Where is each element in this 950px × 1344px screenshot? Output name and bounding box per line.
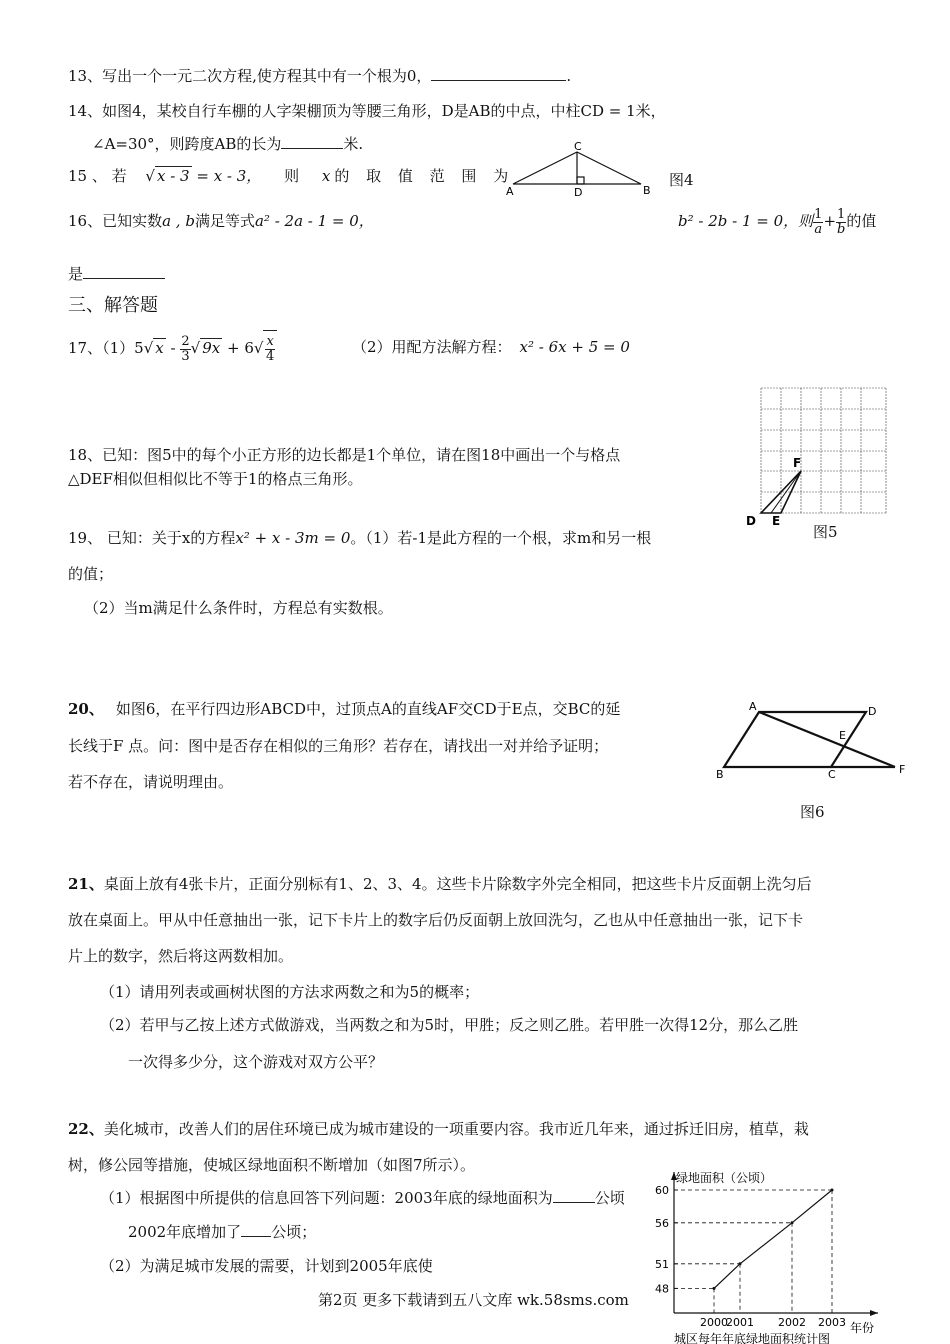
q15-prefix: 15 、 若 (68, 167, 127, 185)
q17-part2 (352, 337, 630, 357)
q15-eq: = x - 3， (196, 167, 262, 185)
q19-eq: x² + x - 3m = 0 (235, 529, 351, 547)
q16-tail: 的值 (846, 212, 877, 230)
q21-line2: 放在桌面上。甲从中任意抽出一张，记下卡片上的数字后仍反面朝上放回洗匀，乙也从中任意抽出一张，记下卡 (68, 911, 804, 929)
q17-sqrt3-num: x (266, 333, 274, 349)
q22-line5: （2）为满足城市发展的需要，计划到2005年底使 (100, 1257, 433, 1275)
q21-line3: 片上的数字，然后将这两数相加。 (68, 947, 294, 965)
q22-line2: 树，修公园等措施，使城区绿地面积不断增加（如图7所示）。 (68, 1156, 476, 1174)
q16-eq1: a² - 2a - 1 = 0， (254, 212, 374, 230)
fig5-inner-line (771, 471, 801, 513)
q16 (68, 211, 374, 231)
q14-line2 (92, 134, 363, 154)
q19-line2: 的值； (68, 565, 114, 583)
q16-frac1-den: a (814, 221, 823, 237)
q22-line4 (128, 1222, 316, 1242)
q14-line2a: ∠A=30°，则跨度AB的长为 (92, 135, 282, 153)
chart-xtick-label-2001: 2001 (726, 1316, 754, 1329)
q17-part2-eq: x² - 6x + 5 = 0 (519, 338, 630, 356)
fig4-right-angle (577, 177, 584, 184)
q18-line1: 18、已知：图5中的每个小正方形的边长都是1个单位，请在图18中画出一个与格点 (68, 446, 621, 464)
q22-line4a: 2002年底增加了 (128, 1223, 242, 1241)
q17-sqrt1: x (155, 339, 164, 357)
q21-line4: （1）请用列表或画树状图的方法求两数之和为5的概率； (100, 983, 480, 1001)
chart-xlabel: 年份 (850, 1321, 875, 1335)
q13 (68, 66, 571, 86)
q19-line1a: 19、 已知：关于x的方程 (68, 529, 236, 547)
q17-frac-num: 2 (181, 333, 190, 349)
q22-line3a: （1）根据图中所提供的信息回答下列问题：2003年底的绿地面积为 (100, 1189, 553, 1207)
q16-frac2 (836, 208, 846, 237)
q16-prefix: 16、已知实数 (68, 212, 163, 230)
fig5-label-d: D (746, 514, 756, 528)
q21-line6: 一次得多少分，这个游戏对双方公平？ (128, 1053, 384, 1071)
fig4-label-d: D (574, 186, 583, 199)
chart-series-line (714, 1190, 832, 1288)
fig6-label-d: D (868, 705, 877, 718)
q15-mid: 则 (284, 167, 300, 185)
q15-radical: √ x - 3 (145, 167, 190, 185)
q18-line2: △DEF相似但相似比不等于1的格点三角形。 (68, 470, 363, 488)
q17-plus6: + 6 (227, 339, 254, 357)
q22-line1-text: 美化城市，改善人们的居住环境已成为城市建设的一项重要内容。我市近几年来，通过拆迁旧房，植草，栽 (103, 1120, 809, 1138)
chart-ytick-label-60: 60 (655, 1184, 669, 1197)
q17-part2-label: （2）用配方法解方程： (352, 338, 512, 356)
fig5-label-e: E (772, 514, 781, 528)
fig6-line-af (759, 712, 895, 767)
q19-line3: （2）当m满足什么条件时，方程总有实数根。 (84, 599, 393, 617)
chart-xtick-label-2003: 2003 (818, 1316, 846, 1329)
q22-num: 22、 (68, 1120, 104, 1138)
q22-answer-blank-2[interactable] (241, 1222, 271, 1237)
figure-6 (712, 698, 912, 788)
q20-num: 20、 (68, 700, 104, 718)
fig6-label-e: E (839, 729, 846, 742)
q19-line1b: 。（1）若-1是此方程的一个根，求m和另一根 (350, 529, 652, 547)
q16-eq2: b² - 2b - 1 = 0，则 (678, 212, 814, 230)
fig6-label-b: B (716, 768, 724, 781)
q15-suffix: 的 取 值 范 围 为 (334, 167, 515, 185)
q16-right (678, 205, 876, 237)
q16-answer-blank[interactable] (83, 264, 165, 279)
fig4-caption: 图4 (669, 171, 694, 189)
q17: 17、（1）5√ x - $\frac{2}{3}$ √ 9x + 6√ $\frac{x}{4}$ (68, 330, 277, 365)
q20-line1-text: 如图6，在平行四边形ABCD中，过顶点A的直线AF交CD于E点，交BC的延 (115, 700, 621, 718)
q16-frac2-den: b (837, 221, 846, 237)
chart-title: 城区每年年底绿地面积统计图 (674, 1332, 831, 1344)
q17-minus: - (170, 339, 176, 357)
q15 (68, 166, 514, 186)
q17-frac (180, 335, 190, 364)
q17-sqrt3-den: 4 (265, 348, 275, 364)
q17-sqrt2: 9x (202, 339, 221, 357)
q16-plus: + (823, 212, 837, 230)
q14-line1: 14、如图4，某校自行车棚的人字架棚顶为等腰三角形，D是AB的中点，中柱CD = 1米， (68, 102, 666, 120)
fig5-caption: 图5 (813, 523, 838, 541)
q20-line2: 长线于F 点。问：图中是否存在相似的三角形？若存在，请找出一对并给予证明； (68, 737, 609, 755)
q16-frac1 (813, 208, 823, 237)
q16-cond: 满足等式 (194, 212, 255, 230)
q17-frac-den: 3 (181, 348, 190, 364)
q22-answer-blank-1[interactable] (553, 1188, 595, 1203)
q14-answer-blank[interactable] (281, 134, 343, 149)
q13-text: 13、写出一个一元二次方程,使方程其中有一个根为0， (68, 67, 432, 85)
q16-line2-text: 是 (68, 265, 84, 283)
q21-line1-text: 桌面上放有4张卡片，正面分别标有1、2、3、4。这些卡片除数字外完全相同，把这些卡片反面朝上洗匀后 (103, 875, 812, 893)
q16-ab: a , b (162, 212, 195, 230)
fig4-label-a: A (506, 185, 514, 198)
chart-ytick-label-51: 51 (655, 1257, 669, 1271)
q17-prefix: 17、（1）5 (68, 339, 144, 357)
q16-line2 (68, 264, 165, 284)
fig6-caption: 图6 (800, 803, 825, 821)
q15-var: x (321, 167, 331, 185)
chart-x-axis-arrow (870, 1310, 878, 1316)
q14-line2b: 米. (343, 135, 364, 153)
q13-end: . (566, 67, 572, 85)
fig4-label-b: B (643, 184, 651, 197)
q17-sqrt3 (265, 335, 274, 364)
chart-xtick-label-2002: 2002 (778, 1316, 806, 1329)
q20-line1 (68, 699, 620, 719)
q22-line3 (100, 1188, 625, 1208)
page-footer: 第2页 更多下载请到五八文库 wk.58sms.com (318, 1291, 629, 1309)
chart-xtick-label-2000: 2000 (700, 1316, 728, 1329)
q22-line4b: 公顷； (271, 1223, 317, 1241)
q21-line5: （2）若甲与乙按上述方式做游戏，当两数之和为5时，甲胜；反之则乙胜。若甲胜一次得12分，那么乙胜 (100, 1016, 799, 1034)
section-3-title: 三、解答题 (68, 295, 158, 316)
fig4-label-c: C (574, 140, 582, 153)
chart-ytick-label-56: 56 (655, 1216, 669, 1230)
chart-ylabel: 绿地面积（公顷） (676, 1171, 773, 1185)
q16-frac2-num: 1 (837, 206, 846, 222)
q16-frac1-num: 1 (814, 206, 823, 222)
q21-line1 (68, 874, 812, 894)
figure-5 (745, 385, 895, 535)
q22-line3b: 公顷 (594, 1189, 625, 1207)
chart-ytick-label-48: 48 (655, 1282, 669, 1296)
q13-answer-blank[interactable] (431, 66, 566, 81)
q19-line1 (68, 528, 651, 548)
fig6-label-f: F (899, 763, 906, 776)
q20-line3: 若不存在，请说明理由。 (68, 773, 234, 791)
q21-num: 21、 (68, 875, 104, 893)
fig6-label-c: C (828, 768, 836, 781)
fig6-label-a: A (749, 700, 757, 713)
q22-line1 (68, 1119, 809, 1139)
fig5-label-f: F (793, 456, 802, 470)
figure-7-chart (638, 1160, 888, 1344)
